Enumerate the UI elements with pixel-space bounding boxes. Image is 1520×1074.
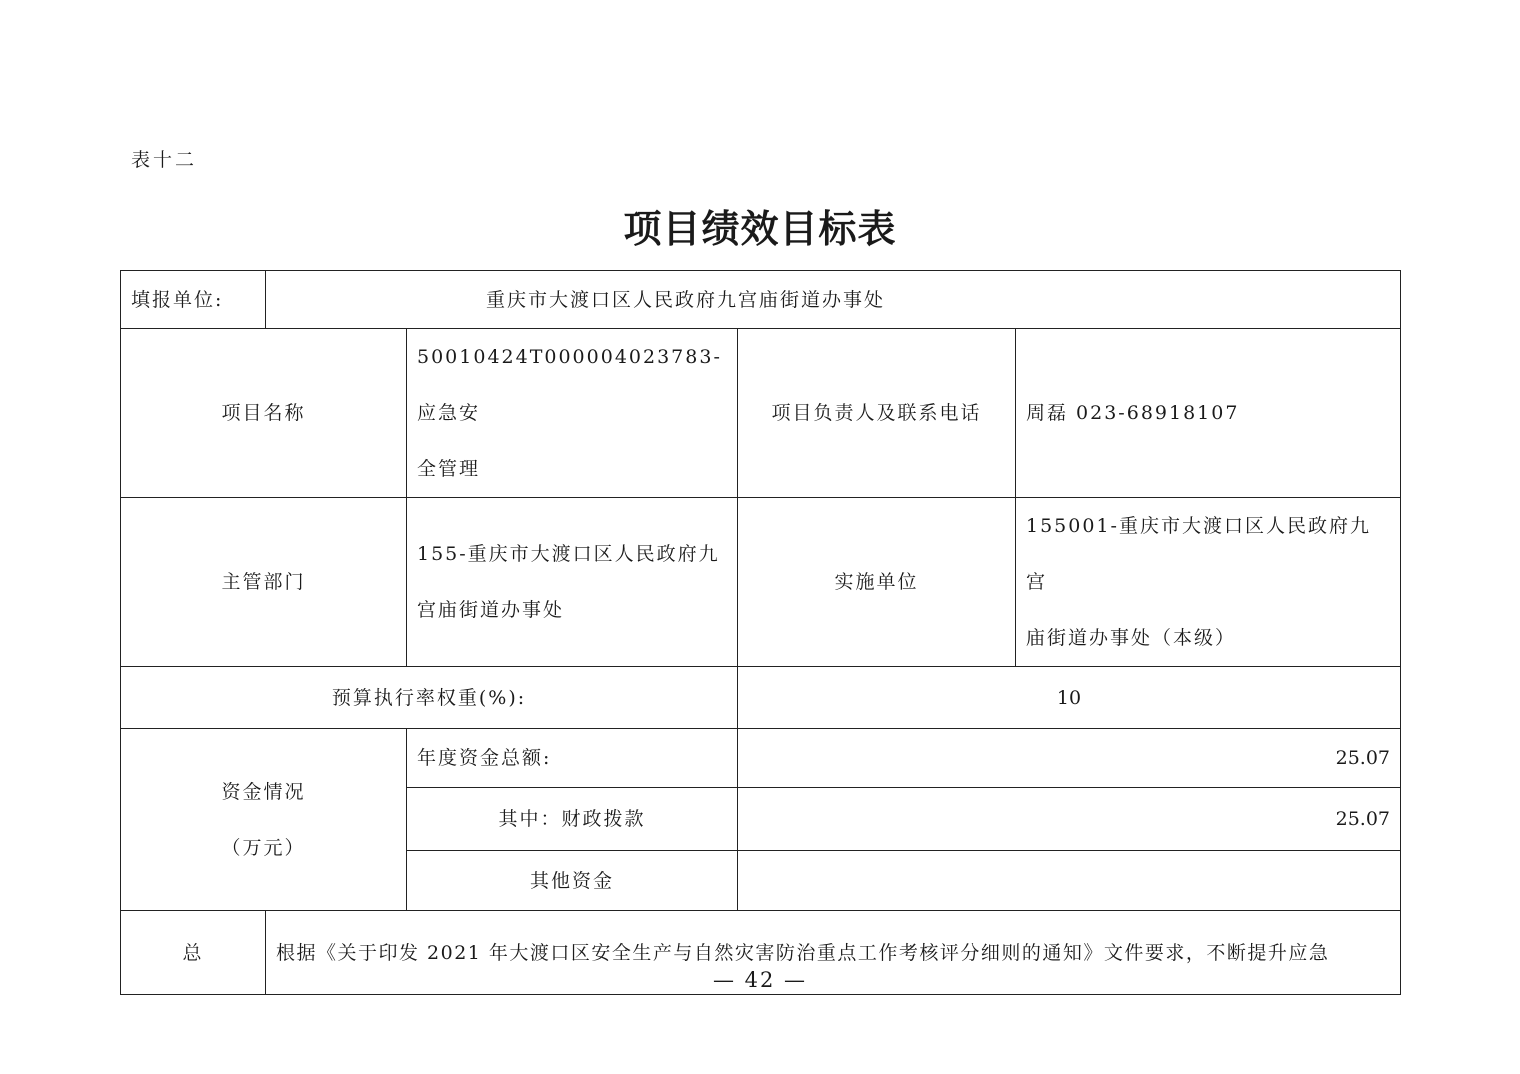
summary-label: 总: [121, 911, 266, 995]
department-row: [121, 498, 1401, 667]
project-name-row: [121, 329, 1401, 498]
annual-total-label: 年度资金总额:: [407, 729, 738, 788]
implementing-unit-line2: 庙街道办事处（本级）: [1026, 627, 1237, 649]
unit-label: 填报单位:: [121, 271, 266, 329]
project-name-line2: 全管理: [417, 458, 481, 480]
document-title: 项目绩效目标表: [623, 206, 897, 251]
summary-text: 根据《关于印发 2021 年大渡口区安全生产与自然灾害防治重点工作考核评分细则的通知》文件要求，不断提升应急: [266, 911, 1401, 995]
implementing-unit-line1: 155001-重庆市大渡口区人民政府九宫: [1026, 515, 1371, 593]
implementing-unit-value: [1016, 498, 1401, 667]
fiscal-appropriation-label: 其中：财政拨款: [407, 788, 738, 851]
department-value: [407, 498, 738, 667]
project-name-line1: 50010424T000004023783-应急安: [417, 346, 722, 424]
funds-label-line2: （万元）: [221, 836, 306, 859]
unit-value: 重庆市大渡口区人民政府九宫庙街道办事处: [266, 271, 1401, 329]
fiscal-appropriation-value: 25.07: [738, 788, 1401, 851]
annual-total-row: [121, 729, 1401, 788]
annual-total-value: 25.07: [738, 729, 1401, 788]
unit-row: [121, 271, 1401, 329]
page-number: — 42 —: [712, 968, 808, 992]
department-line2: 宫庙街道办事处: [417, 599, 565, 621]
budget-rate-label: 预算执行率权重(%):: [121, 667, 738, 729]
funds-label: [121, 729, 407, 911]
leader-label: 项目负责人及联系电话: [738, 329, 1016, 498]
performance-target-table: [120, 270, 1401, 995]
table-number: 表十二: [131, 149, 198, 171]
department-line1: 155-重庆市大渡口区人民政府九: [417, 543, 720, 565]
leader-value: 周磊 023-68918107: [1016, 329, 1401, 498]
department-label: 主管部门: [121, 498, 407, 667]
budget-rate-row: [121, 667, 1401, 729]
other-funds-value: [738, 851, 1401, 911]
other-funds-label: 其他资金: [407, 851, 738, 911]
project-name-value: [407, 329, 738, 498]
implementing-unit-label: 实施单位: [738, 498, 1016, 667]
funds-label-line1: 资金情况: [221, 780, 306, 803]
project-name-label: 项目名称: [121, 329, 407, 498]
budget-rate-value: 10: [738, 667, 1401, 729]
